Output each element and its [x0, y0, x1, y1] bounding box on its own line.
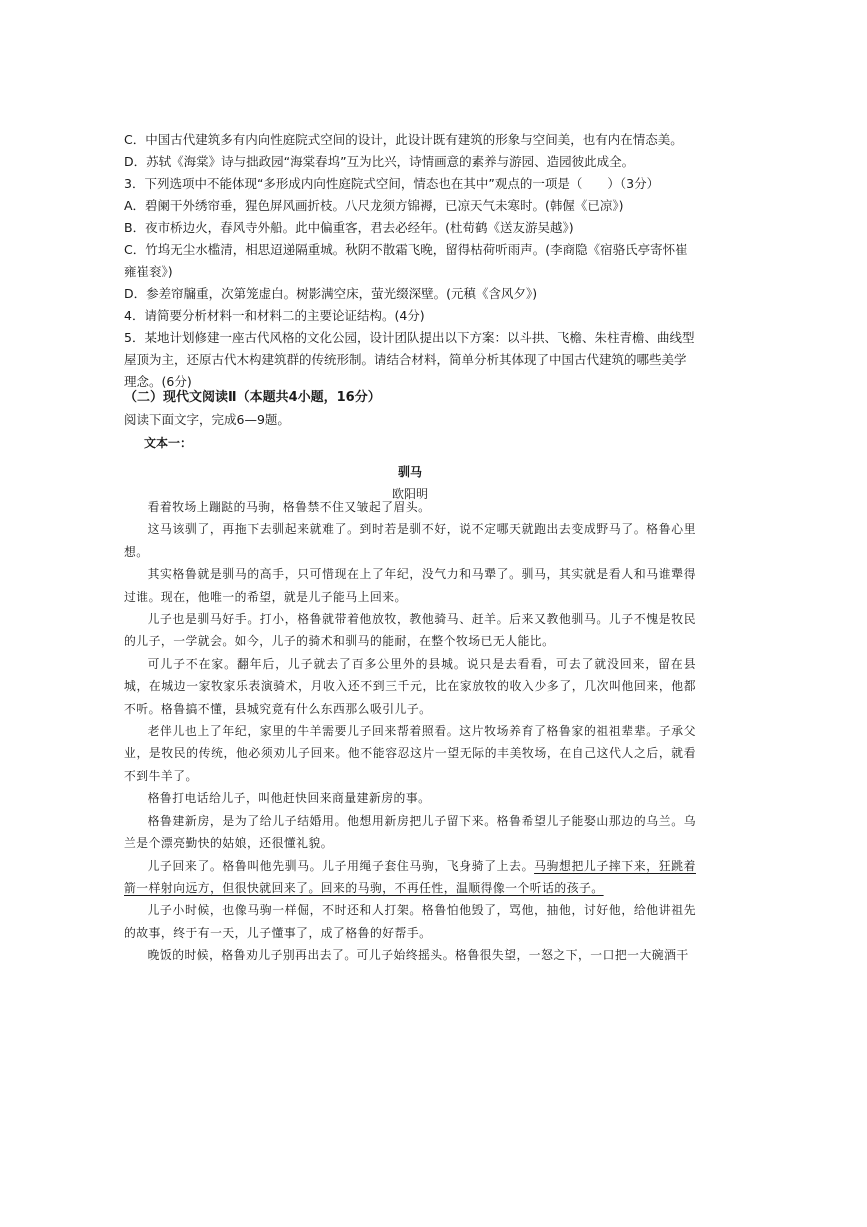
question-3-option-d: D．参差帘牖重，次第笼虚白。树影满空床，萤光缀深壁。(元稹《含风夕》) [124, 286, 538, 301]
option-d: D．苏轼《海棠》诗与拙政园“海棠春坞”互为比兴，诗情画意的素养与游园、造园彼此成全。 [124, 154, 635, 169]
question-3-option-a: A．碧阑干外绣帘垂，猩色屏风画折枝。八尺龙须方锦褥，已凉天气未寒时。(韩偓《已凉》) [124, 198, 624, 213]
story-paragraph: 格鲁打电话给儿子，叫他赶快回来商量建新房的事。 [147, 791, 431, 806]
story-paragraph: 儿子小时候，也像马驹一样倔，不时还和人打架。格鲁怕他毁了，骂他，抽他，讨好他，给他讲祖先的故事，终于有一天，儿子懂事了，成了格鲁的好帮手。 [124, 903, 696, 940]
option-c: C．中国古代建筑多有内向性庭院式空间的设计，此设计既有建筑的形象与空间美，也有内在情态美。 [124, 132, 683, 147]
story-paragraph: 晚饭的时候，格鲁劝儿子别再出去了。可儿子始终摇头。格鲁很失望，一怒之下，一口把一大碗酒干 [147, 948, 689, 963]
question-5: 5．某地计划修建一座古代风格的文化公园，设计团队提出以下方案：以斗拱、飞檐、朱柱青檐、曲线型屋顶为主，还原古代木构建筑群的传统形制。请结合材料，简单分析其体现了中国古代建筑的哪些美学理念。(6分) [124, 330, 695, 389]
question-3-option-c: C．竹坞无尘水槛清，相思迢递隔重城。秋阴不散霜飞晚，留得枯荷听雨声。(李商隐《宿骆氏亭寄怀崔雍崔衮》) [124, 242, 688, 279]
question-3-stem: 3．下列选项中不能体现“多形成内向性庭院式空间，情态也在其中”观点的一项是（ ）（3分） [124, 176, 660, 191]
story-body [124, 496, 696, 967]
story-author: 欧阳明 [391, 487, 428, 501]
section-header: （二）现代文阅读Ⅱ（本题共4小题，16分） [124, 390, 381, 405]
story-paragraph: 这马该驯了，再拖下去驯起来就难了。到时若是驯不好，说不定哪天就跑出去变成野马了。格鲁心里想。 [124, 522, 696, 559]
story-paragraph: 格鲁建新房，是为了给儿子结婚用。他想用新房把儿子留下来。格鲁希望儿子能娶山那边的乌兰。乌兰是个漂亮勤快的姑娘，还很懂礼貌。 [124, 813, 696, 851]
story-paragraph: 儿子也是驯马好手。打小，格鲁就带着他放牧，教他骑马、赶羊。后来又教他驯马。儿子不愧是牧民的儿子，一学就会。如今，儿子的骑术和驯马的能耐，在整个牧场已无人能比。 [124, 612, 696, 649]
paragraph-text: 儿子回来了。格鲁叫他先驯马。儿子用绳子套住马驹，飞身骑了上去。 [147, 858, 535, 873]
story-paragraph: 可儿子不在家。翻年后，儿子就去了百多公里外的县城。说只是去看看，可去了就没回来，留在县城，在城边一家牧家乐表演骑术，月收入还不到三千元，比在家放牧的收入少多了，几次叫他回来，他都不听。格鲁搞不懂，县城究竟有什么东西那么吸引儿子。 [124, 656, 696, 716]
question-3-option-b: B．夜市桥边火，春风寺外船。此中偏重客，君去必经年。(杜荀鹤《送友游吴越》) [124, 220, 574, 235]
text-label: 文本一： [144, 436, 193, 450]
section-instruction: 阅读下面文字，完成6—9题。 [124, 412, 290, 427]
section-block [124, 387, 696, 505]
questions-block [124, 129, 696, 393]
question-4: 4．请简要分析材料一和材料二的主要论证结构。(4分) [124, 308, 425, 323]
story-paragraph: 其实格鲁就是驯马的高手，只可惜现在上了年纪，没气力和马犟了。驯马，其实就是看人和马谁犟得过谁。现在，他唯一的希望，就是儿子能马上回来。 [124, 567, 696, 604]
story-paragraph: 看着牧场上蹦跶的马驹，格鲁禁不住又皱起了眉头。 [147, 500, 431, 514]
story-paragraph [124, 855, 696, 900]
underlined-sentence: 马驹想把儿子摔下来，狂跳着箭一样射向远方，但很快就回来了。回来的马驹，不再任性，温顺得像一个听话的孩子。 [124, 858, 696, 895]
story-title: 驯马 [397, 465, 422, 479]
story-paragraph: 老伴儿也上了年纪，家里的牛羊需要儿子回来帮着照看。这片牧场养育了格鲁家的祖祖辈辈。子承父业，是牧民的传统，他必须劝儿子回来。他不能容忍这片一望无际的丰美牧场，在自己这代人之后，就看不到牛羊了。 [124, 724, 696, 783]
